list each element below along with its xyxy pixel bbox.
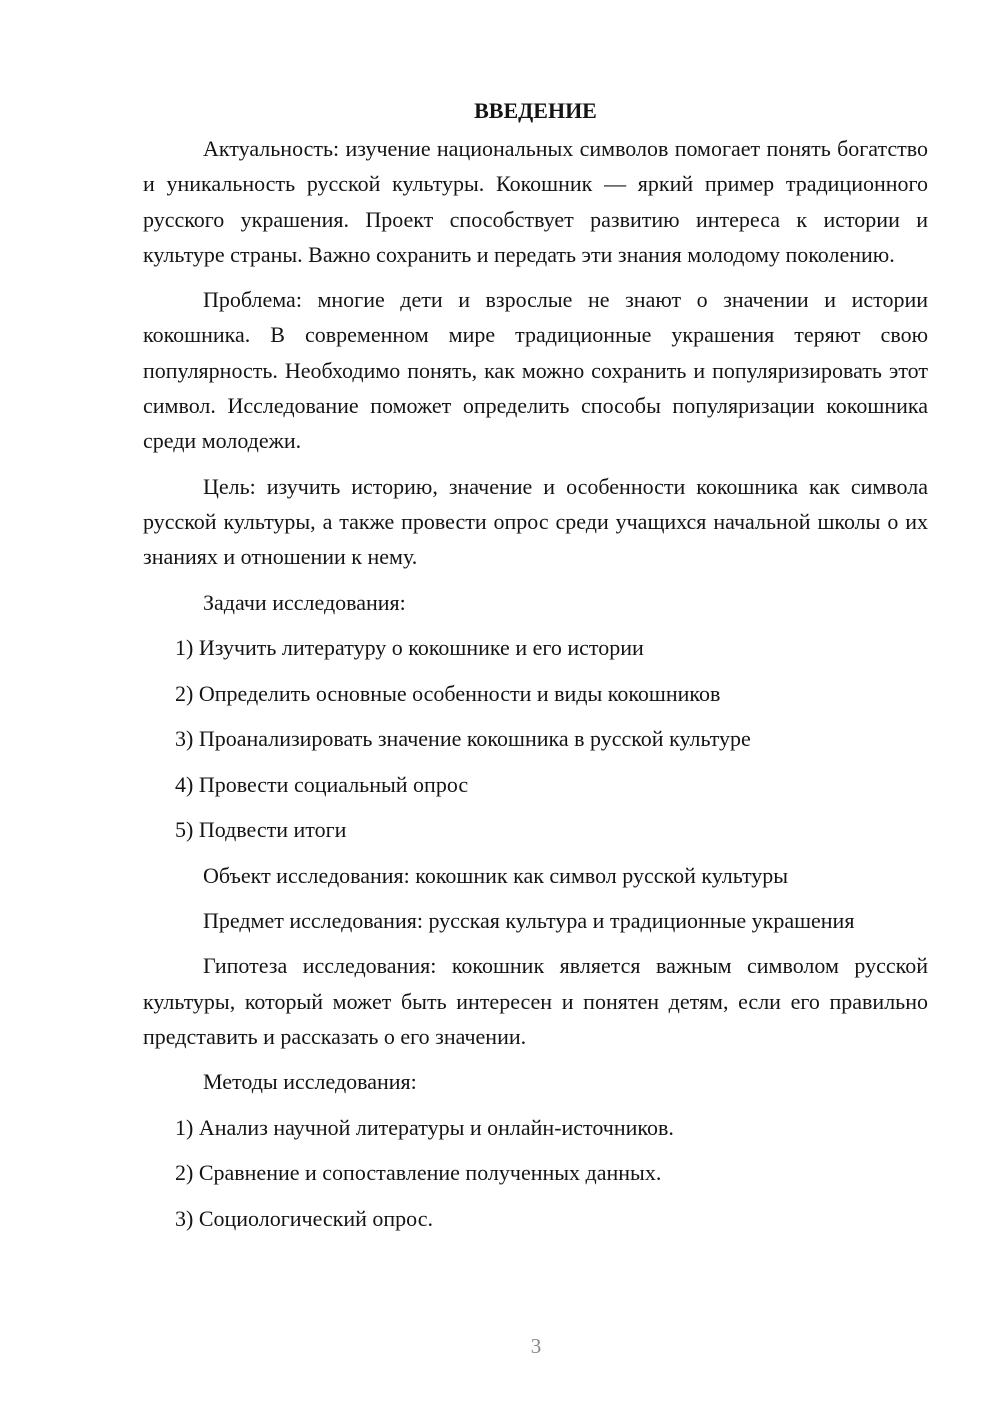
task-item: 1) Изучить литературу о кокошнике и его истории — [175, 635, 644, 661]
task-item: 2) Определить основные особенности и виды кокошников — [175, 680, 721, 706]
method-item: 1) Анализ научной литературы и онлайн-источников. — [175, 1114, 674, 1140]
hypothesis-paragraph: Гипотеза исследования: кокошник является важным символом русской культуры, который может быть интересен и понятен детям, если его правильно представить и рассказать о его значении. — [143, 953, 928, 1049]
task-item: 4) Провести социальный опрос — [175, 771, 469, 797]
section-title: ВВЕДЕНИЕ — [474, 98, 597, 123]
task-item: 5) Подвести итоги — [175, 817, 347, 843]
task-item: 3) Проанализировать значение кокошника в русской культуре — [175, 726, 751, 752]
method-item: 3) Социологический опрос. — [175, 1205, 433, 1231]
document-page — [143, 93, 928, 1246]
goal-paragraph: Цель: изучить историю, значение и особенности кокошника как символа русской культуры, а также провести опрос среди учащихся начальной школы о их знаниях и отношении к нему. — [143, 473, 928, 570]
page-number: 3 — [530, 1334, 542, 1358]
subject-paragraph: Предмет исследования: русская культура и традиционные украшения — [203, 908, 855, 934]
methods-heading: Методы исследования: — [203, 1069, 417, 1095]
object-line: Объект исследования: кокошник как символ русской культуры — [203, 862, 789, 888]
method-item: 2) Сравнение и сопоставление полученных данных. — [175, 1160, 662, 1186]
problem-paragraph: Проблема: многие дети и взрослые не знают о значении и истории кокошника. В современном мире традиционные украшения теряют свою популярность. Необходимо понять, как можно сохранить и популяризировать этот символ. Исследование поможет определить способы популяризации кокошника среди молодежи. — [143, 287, 928, 454]
tasks-heading: Задачи исследования: — [203, 589, 406, 615]
actuality-paragraph: Актуальность: изучение национальных символов помогает понять богатство и уникальность русской культуры. Кокошник — яркий пример традиционного русского украшения. Проект способствует развитию интереса к истории и культуре страны. Важно сохранить и передать эти знания молодому поколению. — [143, 136, 928, 267]
